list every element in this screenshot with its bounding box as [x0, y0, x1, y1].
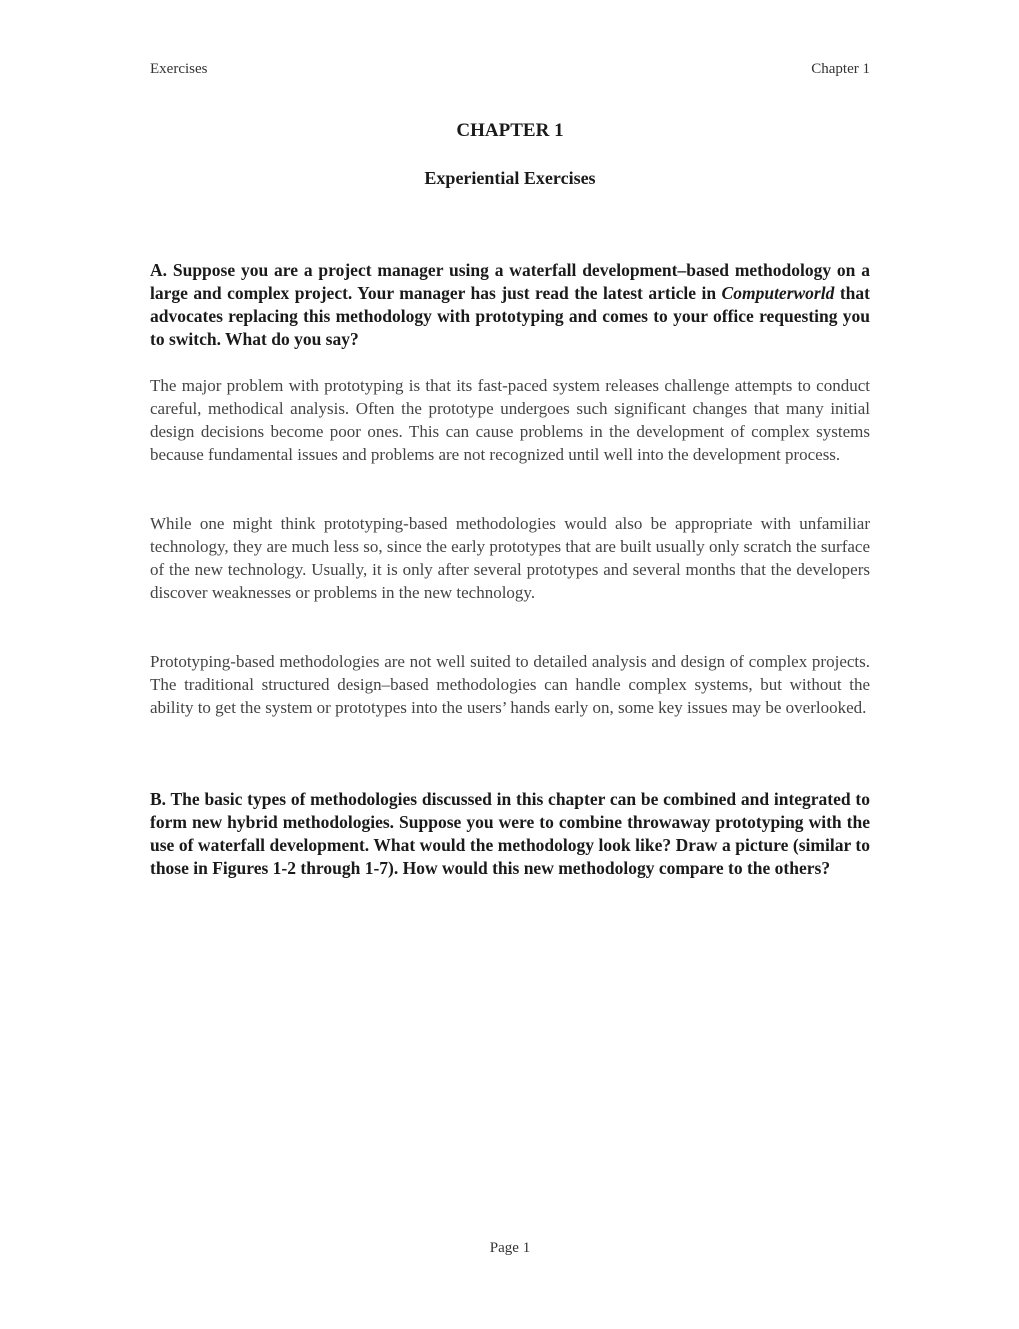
section-title: Experiential Exercises: [424, 168, 596, 188]
answer-a-paragraph-3: Prototyping-based methodologies are not well suited to detailed analysis and design of complex projects. The traditional structured design–based methodologies can handle complex systems, but without the ability to get the system or prototypes into the users’ hands early on, some key issues may be overlooked.: [150, 652, 870, 717]
header-right-text: Chapter 1: [811, 61, 870, 77]
answer-a-paragraph-1: The major problem with prototyping is that its fast-paced system releases challenge attempts to conduct careful, methodical analysis. Often the prototype undergoes such significant changes that many initial design decisions become poor ones. This can cause problems in the development of complex systems because fundamental issues and problems are not recognized until well into the development process.: [150, 376, 870, 464]
header-left-text: Exercises: [150, 61, 208, 77]
question-a: [150, 259, 870, 351]
question-a-publication: Computerworld: [721, 283, 835, 303]
page-number: Page 1: [489, 1240, 531, 1256]
answer-a-paragraph-2: While one might think prototyping-based methodologies would also be appropriate with unfamiliar technology, they are much less so, since the early prototypes that are built usually only scratch the surface of the new technology. Usually, it is only after several prototypes and several months that the developers discover weaknesses or problems in the new technology.: [150, 514, 870, 602]
chapter-title: CHAPTER 1: [456, 120, 564, 141]
document-page: [150, 0, 870, 1329]
question-b: B. The basic types of methodologies discussed in this chapter can be combined and integrated to form new hybrid methodologies. Suppose you were to combine throwaway prototyping with the use of waterfall development. What would the methodology look like? Draw a picture (similar to those in Figures 1-2 through 1-7). How would this new methodology compare to the others?: [150, 789, 870, 878]
question-a-text-2: that advocates replacing this methodology with prototyping and comes to your office requesting you to switch. What do you say?: [150, 283, 870, 349]
question-a-text-1: A. Suppose you are a project manager using a waterfall development–based methodology on a large and complex project. Your manager has just read the latest article in: [150, 260, 870, 303]
